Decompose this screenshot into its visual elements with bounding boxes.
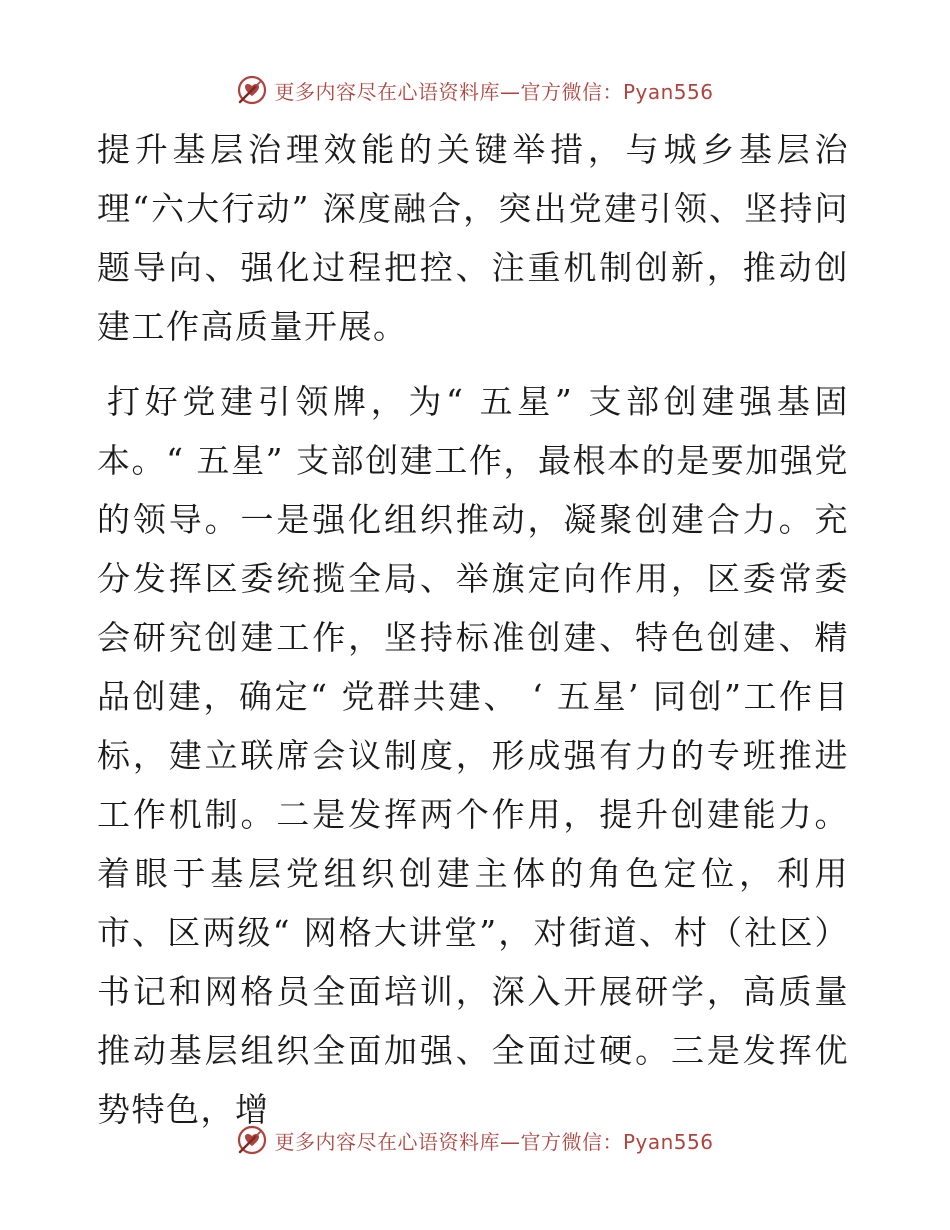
heart-pen-logo-icon: [236, 1124, 268, 1156]
header-banner-text: 更多内容尽在心语资料库—官方微信：Pyan556: [274, 79, 714, 104]
header-banner: [0, 70, 950, 110]
paragraph-2: 打好党建引领牌，为“ 五星” 支部创建强基固本。“ 五星” 支部创建工作，最根本的是要加强党的领导。一是强化组织推动，凝聚创建合力。充分发挥区委统揽全局、举旗定向作用，区委常委会研究创建工作，坚持标准创建、特色创建、精品创建，确定“ 党群共建、 ‘ 五星’ 同创”工作目标，建立联席会议制度，形成强有力的专班推进工作机制。二是发挥两个作用，提升创建能力。着眼于基层党组织创建主体的角色定位，利用市、区两级“ 网格大讲堂”，对街道、村（社区）书记和网格员全面培训，深入开展研学，高质量推动基层组织全面加强、全面过硬。三是发挥优势特色，增: [97, 382, 849, 1129]
heart-pen-logo-icon: [236, 74, 268, 106]
footer-banner: [0, 1120, 950, 1160]
paragraph-1: 提升基层治理效能的关键举措，与城乡基层治理“六大行动” 深度融合，突出党建引领、坚持问题导向、强化过程把控、注重机制创新，推动创建工作高质量开展。: [97, 130, 849, 346]
footer-banner-text: 更多内容尽在心语资料库—官方微信：Pyan556: [274, 1129, 714, 1154]
document-body: [97, 120, 849, 1139]
